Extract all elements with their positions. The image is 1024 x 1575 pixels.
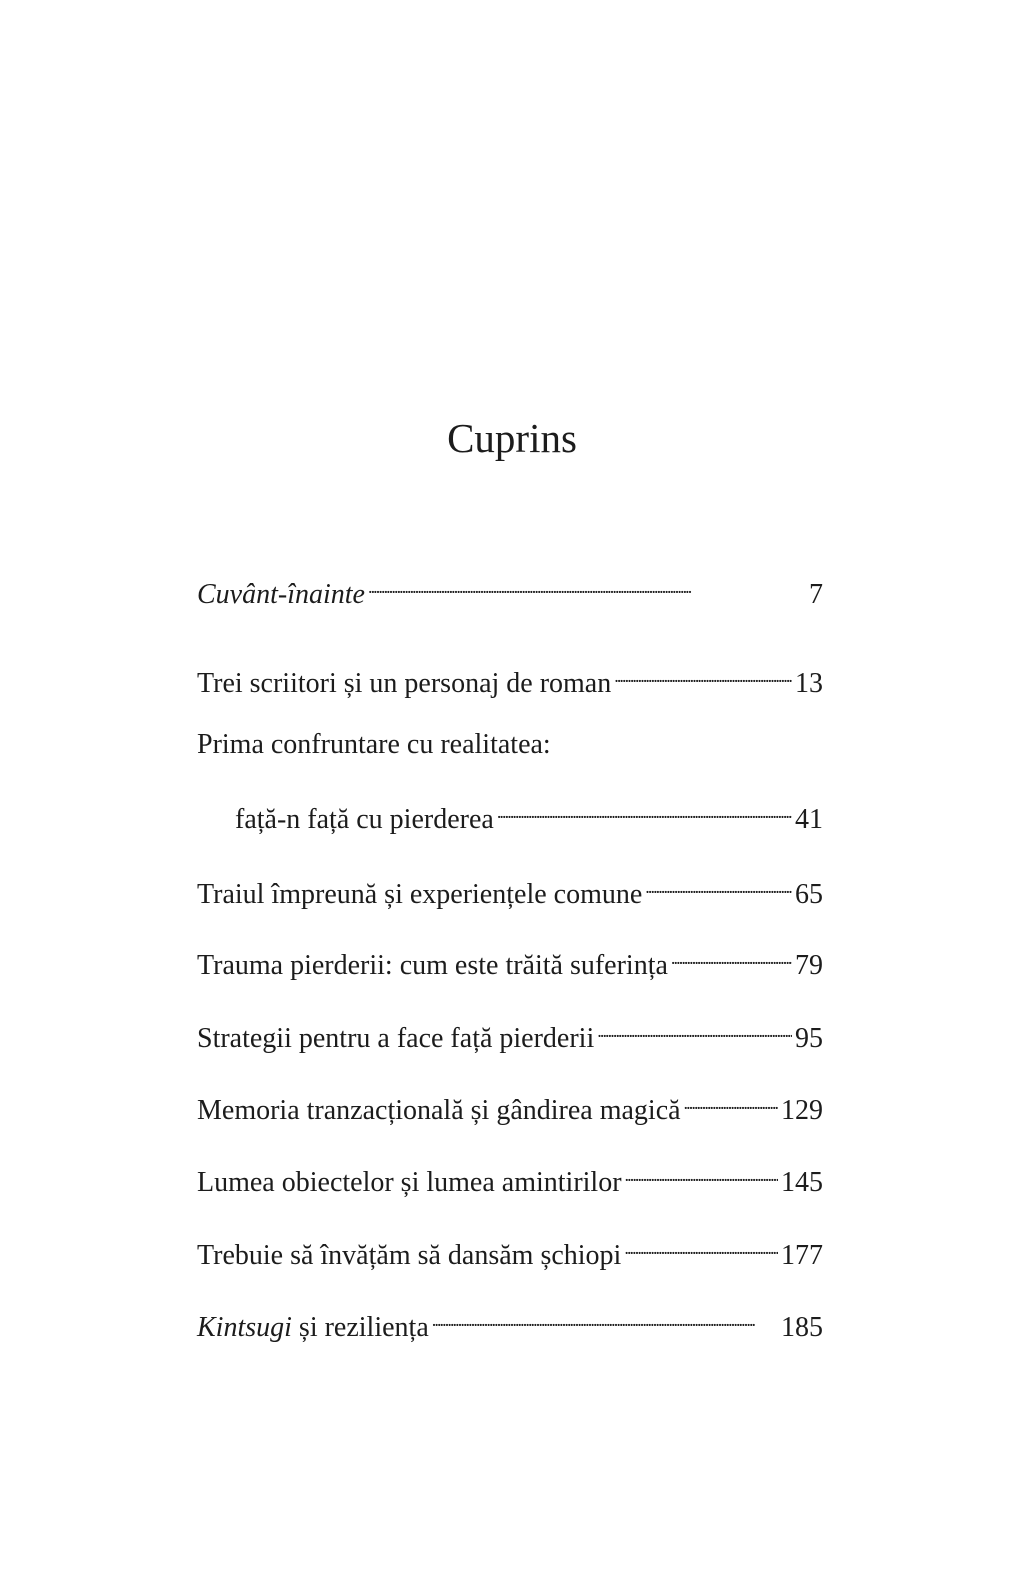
dot-leader — [368, 563, 806, 603]
toc-page-number: 41 — [795, 804, 823, 835]
toc-entry-title: Trebuie să învățăm să dansăm șchiopi — [197, 1240, 622, 1271]
dot-leader — [597, 1007, 792, 1047]
toc-entry-title: Trauma pierderii: cum este trăită suferința — [197, 950, 668, 981]
toc-page-number: 13 — [795, 668, 823, 699]
toc-page-number: 79 — [795, 950, 823, 981]
toc-entry-chapter-6[interactable] — [197, 1079, 823, 1126]
toc-entry-chapter-7[interactable] — [197, 1151, 823, 1198]
dot-leader — [497, 788, 792, 828]
toc-page-number: 7 — [809, 579, 823, 610]
toc-entry-chapter-4[interactable] — [197, 934, 823, 981]
toc-page-number: 65 — [795, 879, 823, 910]
toc-entry-chapter-8[interactable] — [197, 1224, 823, 1271]
toc-entry-chapter-3[interactable] — [197, 863, 823, 910]
dot-leader — [625, 1151, 778, 1191]
toc-entry-chapter-1[interactable] — [197, 652, 823, 699]
toc-page-number: 185 — [781, 1312, 823, 1343]
toc-entry-title: Traiul împreună și experiențele comune — [197, 879, 643, 910]
toc-page-number: 129 — [781, 1095, 823, 1126]
toc-entry-title: Cuvânt-înainte — [197, 579, 365, 610]
toc-entry-title: Strategii pentru a face față pierderii — [197, 1023, 595, 1054]
toc-entry-title: Trei scriitori și un personaj de roman — [197, 668, 612, 699]
toc-page-number: 177 — [781, 1240, 823, 1271]
dot-leader — [614, 652, 792, 692]
dot-leader — [624, 1224, 778, 1264]
toc-entry-foreword[interactable] — [197, 563, 823, 610]
toc-entry-title: Lumea obiectelor și lumea amintirilor — [197, 1167, 622, 1198]
toc-entry-title: Prima confruntare cu realitatea: — [197, 729, 551, 760]
toc-entry-chapter-2-line-1[interactable] — [197, 725, 823, 765]
toc-entry-chapter-9[interactable] — [197, 1296, 823, 1343]
toc-page-number: 95 — [795, 1023, 823, 1054]
toc-entry-title: Memoria tranzacțională și gândirea magică — [197, 1095, 681, 1126]
dot-leader — [645, 863, 792, 903]
dot-leader — [432, 1296, 778, 1336]
toc-entry-chapter-2-line-2[interactable] — [197, 788, 823, 835]
page-title: Cuprins — [447, 415, 577, 461]
toc-entry-chapter-5[interactable] — [197, 1007, 823, 1054]
dot-leader — [671, 934, 792, 974]
toc-entry-title: Kintsugi și reziliența — [197, 1312, 429, 1343]
dot-leader — [684, 1079, 778, 1119]
toc-page-number: 145 — [781, 1167, 823, 1198]
table-of-contents — [197, 0, 823, 1575]
toc-entry-title: față-n față cu pierderea — [235, 804, 494, 835]
